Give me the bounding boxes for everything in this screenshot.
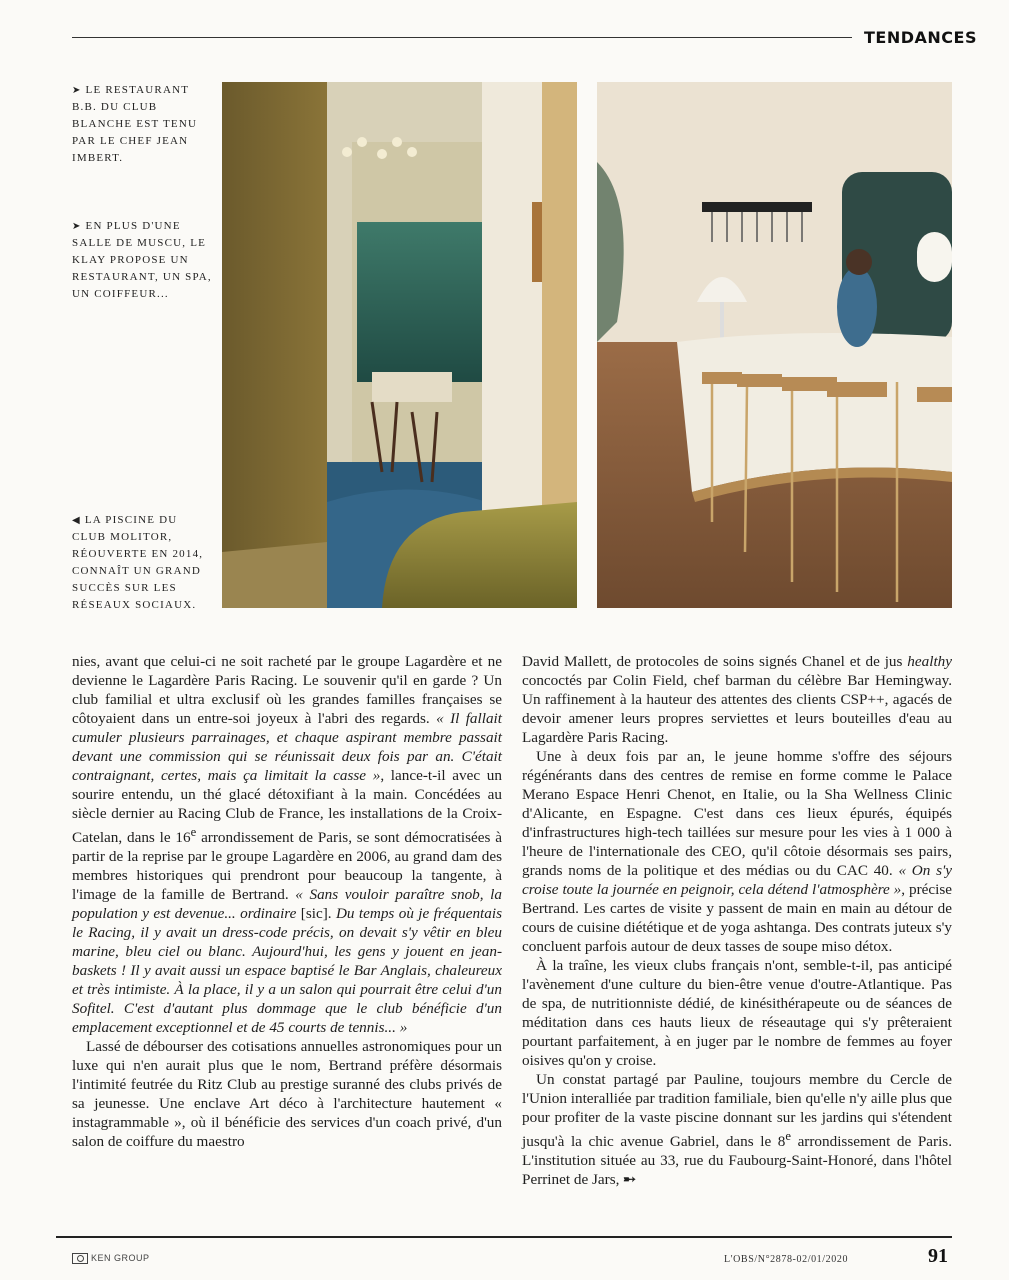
article-column-left — [72, 652, 502, 1151]
caption-restaurant — [72, 82, 212, 167]
caption-text: EN PLUS D'UNE SALLE DE MUSCU, LE KLAY PROPOSE UN RESTAURANT, UN SPA, UN COIFFEUR... — [72, 220, 212, 300]
article-column-right — [522, 652, 952, 1189]
caption-arrow-icon: ➤ — [72, 85, 82, 96]
photo-bar — [597, 82, 952, 608]
paragraph: Un constat partagé par Pauline, toujours membre du Cercle de l'Union interalliée par tradition familiale, bien qu'elle n'y aille plus que pour profiter de la vaste piscine donnant sur les jardins qui s'étendent jusqu'à la chic avenue Gabriel, dans le 8e arrondissement de Paris. L'institution située au 33, rue du Faubourg-Saint-Honoré, dans l'hôtel Perrinet de Jars, ➸ — [522, 1071, 952, 1189]
paragraph: nies, avant que celui-ci ne soit racheté par le groupe Lagardère et ne devienne le Lagardère Paris Racing. Le souvenir qu'il en garde ? Un club familial et ultra exclusif où les grandes familles françaises se côtoyaient dans un entre-soi joyeux à l'abri des regards. « Il fallait cumuler plusieurs parrainages, et chaque aspirant membre passait devant une commission qui se réunissait deux fois par an. C'était contraignant, certes, mais ça limitait la casse », lance-t-il avec un sourire entendu, un thé glacé détoxifiant à la main. Concédées au siècle dernier au Racing Club de France, les installations de la Croix-Catelan, dans le 16e arrondissement de Paris, se sont démocratisées à partir de la reprise par le groupe Lagardère en 2006, au grand dam des membres historiques qui prendront pour beaucoup la tangente, à l'image de la famille de Bertrand. « Sans vouloir paraître snob, la population y est devenue... ordinaire [sic]. Du temps où je fréquentais le Racing, il y avait un dress-code précis, on devait s'y vêtir en bleu marine, bleu ciel ou blanc. Aujourd'hui, les gens y jouent en jean-baskets ! Il y avait aussi un espace baptisé le Bar Anglais, chaleureux et très intimiste. À la place, il y a un salon qui pourrait être celui d'un Sofitel. C'est d'autant plus dommage que le club bénéficie d'un emplacement exceptionnel et de 45 courts de tennis... » — [72, 653, 502, 1037]
caption-klay — [72, 218, 212, 303]
publisher-name: KEN GROUP — [91, 1253, 150, 1263]
caption-arrow-icon: ➤ — [72, 221, 82, 232]
caption-molitor — [72, 512, 212, 614]
paragraph: Lassé de débourser des cotisations annuelles astronomiques pour un luxe qui n'en aurait plus que le nom, Bertrand préfère désormais l'intimité feutrée du Ritz Club au prestige suranné des clubs privés de sa jeunesse. Une enclave Art déco à l'architecture hautement « instagrammable », où il bénéficie des services d'un coach privé, d'un salon de coiffure du maestro — [72, 1038, 502, 1151]
caption-text: LE RESTAURANT B.B. DU CLUB BLANCHE EST TENU PAR LE CHEF JEAN IMBERT. — [72, 84, 198, 164]
section-label: TENDANCES — [864, 28, 977, 47]
top-rule — [72, 37, 852, 38]
bottom-rule — [56, 1236, 952, 1238]
caption-arrow-icon: ◀ — [72, 515, 81, 526]
paragraph: David Mallett, de protocoles de soins signés Chanel et de jus healthy concoctés par Colin Field, chef barman du célèbre Bar Hemingway. Un raffinement à la hauteur des attentes des clients CSP++, agacés de devoir amener leurs propres serviettes et leurs bouteilles d'eau au Lagardère Paris Racing. — [522, 653, 952, 746]
publisher-mark — [72, 1253, 150, 1264]
page-number: 91 — [928, 1245, 948, 1267]
paragraph: À la traîne, les vieux clubs français n'ont, semble-t-il, pas anticipé l'avènement d'une culture du bien-être venue d'outre-Atlantique. Pas de spa, de nutritionniste dédié, de kinésithérapeute ou de séances de méditation dans ces hauts lieux de réseautage qui s'y prêteraient pourtant parfaitement, à en juger par le nombre de femmes au foyer oisives qu'on y croise. — [522, 957, 952, 1069]
caption-text: LA PISCINE DU CLUB MOLITOR, RÉOUVERTE EN 2014, CONNAÎT UN GRAND SUCCÈS SUR LES RÉSEAUX SOCIAUX. — [72, 514, 204, 611]
paragraph: Une à deux fois par an, le jeune homme s'offre des séjours régénérants dans des centres de remise en forme comme le Palace Merano Espace Henri Chenot, en Italie, ou la Sha Wellness Clinic d'Alicante, en Espagne. C'est dans ces lieux épurés, équipés d'infrastructures high-tech taillées sur mesure pour les vies à 1 000 à l'heure de l'internationale des CEO, qu'il côtoie désormais ses pairs, grands noms de la politique et des médias ou du CAC 40. « On s'y croise toute la journée en peignoir, cela détend l'atmosphère », précise Bertrand. Les cartes de visite y passent de main en main au détour de cours de cuisine diététique et de yoga ashtanga. Des contrats juteux s'y concluent parfois autour de deux tasses de soupe miso détox. — [522, 748, 952, 955]
camera-icon — [72, 1253, 88, 1264]
photo-restaurant — [222, 82, 577, 608]
issue-info: L'OBS/N°2878-02/01/2020 — [724, 1254, 849, 1265]
